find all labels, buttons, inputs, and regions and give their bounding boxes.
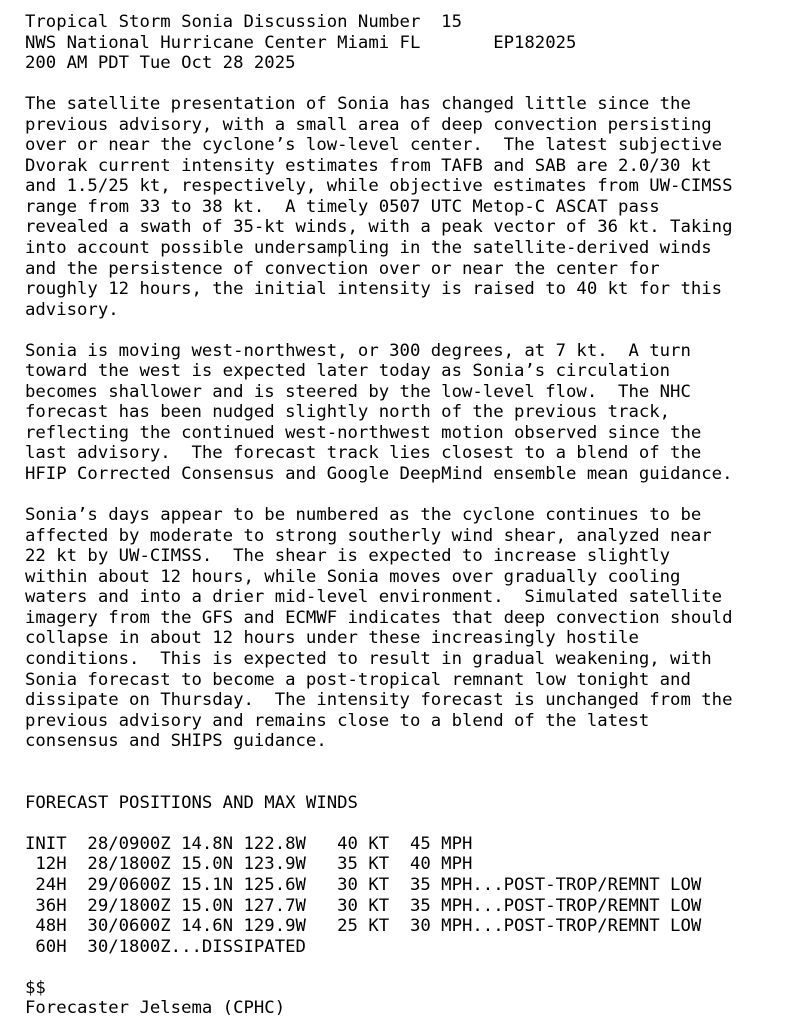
forecast-row: 24H 29/0600Z 15.1N 125.6W 30 KT 35 MPH...POST-TROP/REMNT LOW bbox=[25, 874, 702, 895]
paragraph-line: Dvorak current intensity estimates from TAFB and SAB are 2.0/30 kt bbox=[25, 155, 712, 176]
forecast-row: INIT 28/0900Z 14.8N 122.8W 40 KT 45 MPH bbox=[25, 833, 473, 854]
paragraph-line: collapse in about 12 hours under these increasingly hostile bbox=[25, 628, 639, 649]
paragraph-line: HFIP Corrected Consensus and Google DeepMind ensemble mean guidance. bbox=[25, 464, 733, 485]
end-marker: $$ bbox=[25, 977, 46, 998]
office-line: NWS National Hurricane Center Miami FL EP182025 bbox=[25, 32, 577, 53]
paragraph-line: advisory. bbox=[25, 299, 119, 320]
paragraph-outlook bbox=[25, 505, 733, 752]
paragraph-line: last advisory. The forecast track lies closest to a blend of the bbox=[25, 443, 702, 464]
discussion-title: Tropical Storm Sonia Discussion Number 15 bbox=[25, 12, 462, 32]
paragraph-line: forecast has been nudged slightly north of the previous track, bbox=[25, 402, 671, 423]
paragraph-line: into account possible undersampling in the satellite-derived winds bbox=[25, 238, 712, 259]
forecaster-signature: Forecaster Jelsema (CPHC) bbox=[25, 998, 286, 1019]
paragraph-line: conditions. This is expected to result in gradual weakening, with bbox=[25, 648, 712, 669]
forecast-row: 48H 30/0600Z 14.6N 129.9W 25 KT 30 MPH...POST-TROP/REMNT LOW bbox=[25, 916, 702, 937]
paragraph-line: and the persistence of convection over or near the center for bbox=[25, 258, 660, 279]
discussion-document bbox=[25, 12, 733, 1019]
paragraph-line: imagery from the GFS and ECMWF indicates that deep convection should bbox=[25, 607, 733, 628]
issued-time: 200 AM PDT Tue Oct 28 2025 bbox=[25, 53, 296, 74]
spacer bbox=[25, 320, 733, 341]
forecast-section bbox=[25, 793, 733, 957]
paragraph-line: Sonia’s days appear to be numbered as the cyclone continues to be bbox=[25, 505, 702, 526]
paragraph-intensity bbox=[25, 94, 733, 320]
paragraph-line: and 1.5/25 kt, respectively, while objective estimates from UW-CIMSS bbox=[25, 176, 733, 197]
paragraph-line: toward the west is expected later today as Sonia’s circulation bbox=[25, 361, 671, 382]
paragraph-line: The satellite presentation of Sonia has changed little since the bbox=[25, 94, 691, 115]
header-block bbox=[25, 12, 733, 74]
paragraph-line: Sonia is moving west-northwest, or 300 degrees, at 7 kt. A turn bbox=[25, 340, 691, 361]
paragraph-line: Sonia forecast to become a post-tropical remnant low tonight and bbox=[25, 669, 691, 690]
paragraph-line: previous advisory, with a small area of deep convection persisting bbox=[25, 114, 712, 135]
paragraph-line: range from 33 to 38 kt. A timely 0507 UTC Metop-C ASCAT pass bbox=[25, 196, 660, 217]
paragraph-line: consensus and SHIPS guidance. bbox=[25, 731, 327, 752]
forecast-row: 12H 28/1800Z 15.0N 123.9W 35 KT 40 MPH bbox=[25, 854, 473, 875]
paragraph-line: reflecting the continued west-northwest motion observed since the bbox=[25, 422, 702, 443]
spacer bbox=[25, 485, 733, 506]
paragraph-track bbox=[25, 341, 733, 485]
spacer bbox=[25, 813, 733, 834]
spacer bbox=[25, 752, 733, 773]
paragraph-line: revealed a swath of 35-kt winds, with a peak vector of 36 kt. Taking bbox=[25, 217, 733, 238]
paragraph-line: over or near the cyclone’s low-level center. The latest subjective bbox=[25, 135, 723, 156]
paragraph-line: dissipate on Thursday. The intensity forecast is unchanged from the bbox=[25, 690, 733, 711]
paragraph-line: becomes shallower and is steered by the low-level flow. The NHC bbox=[25, 381, 691, 402]
spacer bbox=[25, 772, 733, 793]
forecast-heading: FORECAST POSITIONS AND MAX WINDS bbox=[25, 792, 358, 813]
spacer bbox=[25, 74, 733, 95]
paragraph-line: within about 12 hours, while Sonia moves over gradually cooling bbox=[25, 566, 681, 587]
forecast-row: 60H 30/1800Z...DISSIPATED bbox=[25, 936, 306, 957]
paragraph-line: roughly 12 hours, the initial intensity is raised to 40 kt for this bbox=[25, 279, 723, 300]
paragraph-line: affected by moderate to strong southerly wind shear, analyzed near bbox=[25, 525, 712, 546]
paragraph-line: previous advisory and remains close to a blend of the latest bbox=[25, 710, 650, 731]
spacer bbox=[25, 957, 733, 978]
forecast-row: 36H 29/1800Z 15.0N 127.7W 30 KT 35 MPH...POST-TROP/REMNT LOW bbox=[25, 895, 702, 916]
paragraph-line: waters and into a drier mid-level environment. Simulated satellite bbox=[25, 587, 723, 608]
footer-block bbox=[25, 978, 733, 1019]
paragraph-line: 22 kt by UW-CIMSS. The shear is expected to increase slightly bbox=[25, 546, 671, 567]
forecast-table bbox=[25, 834, 733, 957]
